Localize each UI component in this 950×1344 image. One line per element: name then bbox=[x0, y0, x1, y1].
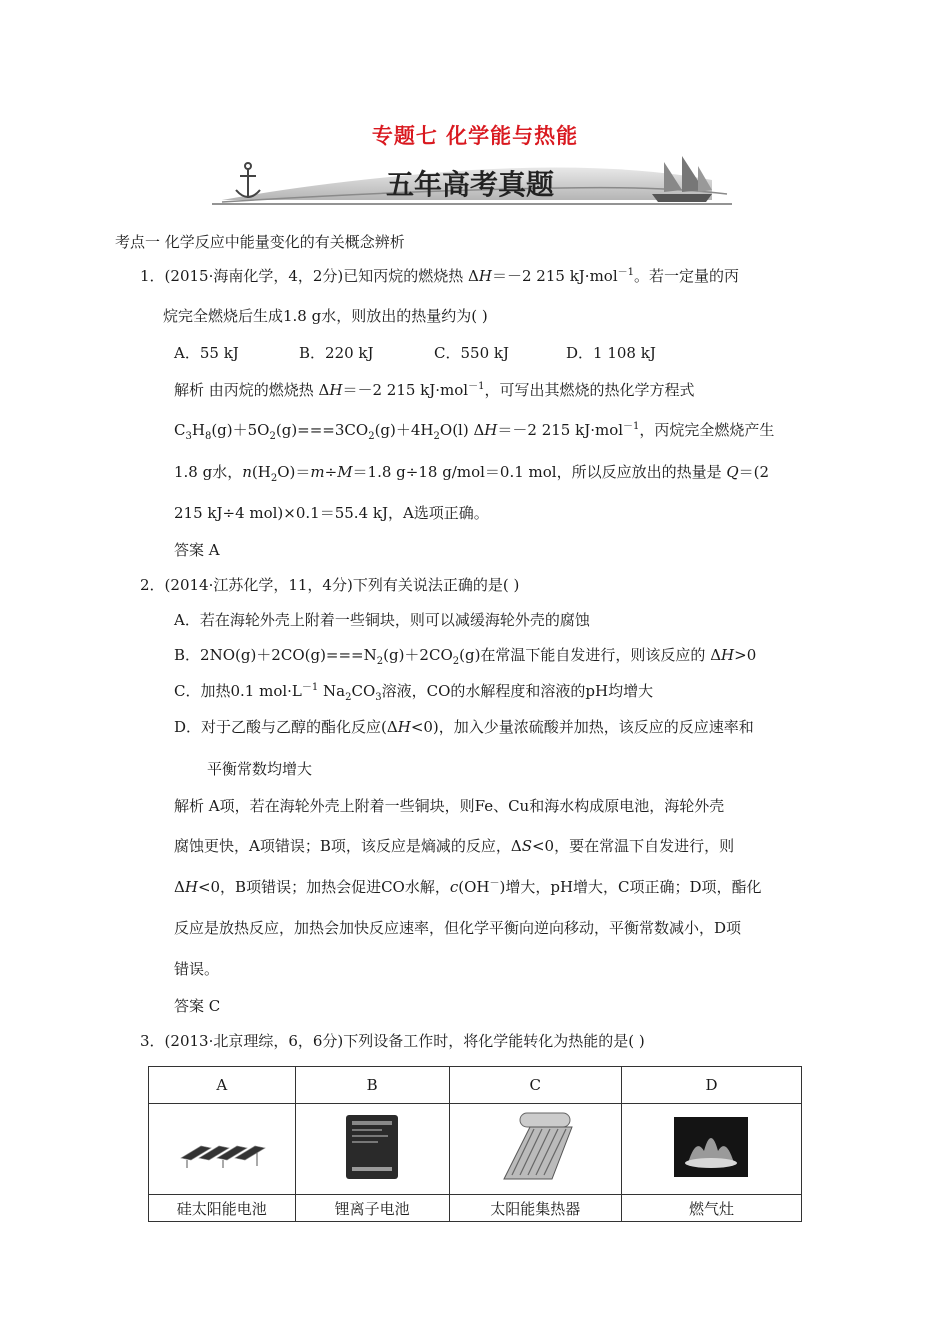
table-header-b: B bbox=[295, 1067, 449, 1104]
q1-stem-line1: 1．(2015·海南化学，4，2分)已知丙烷的燃烧热 ΔH＝－2 215 kJ·mol$^{-1}$。若一定量的丙 bbox=[140, 267, 740, 285]
q1-answer: 答案 A bbox=[174, 541, 220, 559]
q1-option-a: A．55 kJ bbox=[174, 344, 239, 362]
q2-option-b: B．$2NO(g)+2CO(g)===N_2(g)+2CO_2(g)$在常温下能自发进行，则该反应的 ΔH>0 bbox=[174, 646, 757, 667]
title-banner bbox=[212, 150, 732, 208]
q2-answer: 答案 C bbox=[174, 997, 221, 1015]
q2-explanation-line1: 解析 A项，若在海轮外壳上附着一些铜块，则Fe、Cu和海水构成原电池，海轮外壳 bbox=[174, 797, 725, 815]
q1-explanation-line4: 215 kJ÷4 mol)×0.1＝55.4 kJ，A选项正确。 bbox=[174, 504, 489, 522]
page-title: 专题七 化学能与热能 bbox=[371, 124, 579, 148]
q1-stem-line2: 烷完全燃烧后生成1.8 g水，则放出的热量约为( ) bbox=[163, 307, 488, 325]
table-label-a: 硅太阳能电池 bbox=[149, 1195, 296, 1222]
table-header-a: A bbox=[149, 1067, 296, 1104]
gas-flame-icon bbox=[674, 1117, 748, 1177]
table-image-d bbox=[621, 1104, 801, 1195]
q2-explanation-line4: 反应是放热反应，加热会加快反应速率，但化学平衡向逆向移动，平衡常数减小，D项 bbox=[174, 919, 742, 937]
section-title: 考点一 化学反应中能量变化的有关概念辨析 bbox=[115, 233, 405, 251]
q1-option-c: C．550 kJ bbox=[434, 344, 509, 362]
q2-option-d-cont: 平衡常数均增大 bbox=[207, 760, 313, 778]
q1-explanation-line2: $C_3H_8(g)+5O_2(g)===3CO_2(g)+4H_2O(l)$ ΔH＝－2 215 kJ·mol$^{-1}$，丙烷完全燃烧产生 bbox=[174, 421, 775, 442]
table-header-c: C bbox=[449, 1067, 621, 1104]
q2-option-a: A．若在海轮外壳上附着一些铜块，则可以减缓海轮外壳的腐蚀 bbox=[174, 611, 590, 629]
q2-option-c: C．加热0.1 $mol\cdot L^{-1}$ $Na_2CO_3$溶液，CO的水解程度和溶液的pH均增大 bbox=[174, 682, 654, 703]
table-image-c bbox=[449, 1104, 621, 1195]
q1-option-b: B．220 kJ bbox=[299, 344, 374, 362]
q1-explanation-line3: 1.8 g水，$n(H_2O)=m\div M=1.8$ g÷18 g/mol＝0.1 mol，所以反应放出的热量是 Q＝(2 bbox=[174, 463, 770, 484]
battery-icon bbox=[342, 1111, 402, 1183]
table-label-c: 太阳能集热器 bbox=[449, 1195, 621, 1222]
q2-explanation-line3: ΔH<0，B项错误；加热会促进CO水解，c(OH－)增大，pH增大，C项正确；D项，酯化 bbox=[174, 878, 762, 896]
table-header-d: D bbox=[621, 1067, 801, 1104]
q2-option-d: D．对于乙酸与乙醇的酯化反应(ΔH<0)，加入少量浓硫酸并加热，该反应的反应速率和 bbox=[174, 718, 754, 736]
table-label-b: 锂离子电池 bbox=[295, 1195, 449, 1222]
solar-heater-icon bbox=[490, 1109, 580, 1185]
q1-option-d: D．1 108 kJ bbox=[566, 344, 656, 362]
q2-explanation-line2: 腐蚀更快，A项错误；B项，该反应是熵减的反应，ΔS<0，要在常温下自发进行，则 bbox=[174, 837, 735, 855]
table-image-a bbox=[149, 1104, 296, 1195]
banner-text: 五年高考真题 bbox=[385, 168, 555, 201]
anchor-icon bbox=[236, 163, 260, 198]
q1-explanation-line1: 解析 由丙烷的燃烧热 ΔH＝－2 215 kJ·mol$^{-1}$，可写出其燃烧的热化学方程式 bbox=[174, 381, 695, 399]
table-image-b bbox=[295, 1104, 449, 1195]
solar-panel-icon bbox=[177, 1122, 267, 1172]
q3-options-table bbox=[148, 1066, 802, 1222]
q2-explanation-line5: 错误。 bbox=[174, 960, 220, 978]
q2-stem: 2．(2014·江苏化学，11，4分)下列有关说法正确的是( ) bbox=[140, 576, 520, 594]
q3-stem: 3．(2013·北京理综，6，6分)下列设备工作时，将化学能转化为热能的是( ) bbox=[140, 1032, 645, 1050]
table-label-d: 燃气灶 bbox=[621, 1195, 801, 1222]
